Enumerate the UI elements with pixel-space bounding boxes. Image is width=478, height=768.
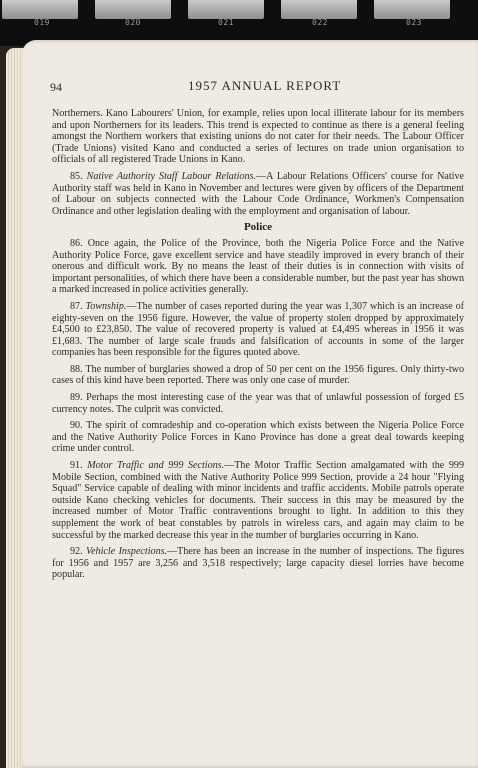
paragraph-number: 91. [70,460,83,472]
section-heading: Police [243,221,273,234]
frame-label: 023 [406,18,422,27]
paragraph-text: 88. The number of burglaries showed a drop of 50 per cent on the 1956 figures. Only thirty-two cases of this kind have been reported. There was only one case of murder. [52,363,464,387]
frame-label: 020 [125,18,141,27]
page-body [52,108,464,586]
film-frame [2,0,78,19]
paragraph [52,392,464,415]
paragraph [52,460,464,541]
paragraph-title: Township. [85,300,127,312]
paragraph-text: Northerners. Kano Labourers' Union, for example, relies upon local illiterate labour for its members and upon Northerners for its leaders. This trend is expected to continue as there is a general feeling amongst the Northern workers that existing unions do not cater for their needs. The Labour Officer (Trade Unions) visited Kano and conducted a series of lectures on trade union organisation to officials of all registered Trade Unions in Kano. [52,108,464,166]
paragraph-text: —The number of cases reported during the year was 1,307 which is an increase of eighty-seven on the 1956 figure. However, the value of property stolen dropped by approximately £4,500 to £23,850. The value of recovered property is valued at £4,495 whereas in 1956 it was £1,683. The number of large scale frauds and falsification of accounts in some of the larger companies has been responsible for the figures quoted above. [52,300,464,359]
paragraph [52,238,464,296]
page-number: 94 [50,80,62,94]
paragraph-number: 85. [70,170,83,182]
paragraph-title: Vehicle Inspections. [86,546,168,558]
paragraph-title: Motor Traffic and [87,460,164,472]
paragraph-text: 90. The spirit of comradeship and co-operation which exists between the Nigeria Police Force and the Native Authority Police Forces in Kano Province has done a great deal towards keeping crime under control. [52,420,464,455]
paragraph-title: Native Authority Staff Labour Relations. [86,170,256,182]
paragraph-number: 92. [70,546,83,558]
paragraph [52,301,464,359]
paragraph [52,364,464,387]
paragraph-text: —The Motor Traffic Section amalgamated with the 999 Mobile Section, combined with the Native Authority Police 999 Section, provide a 24 hour "Flying Squad" Service capable of dealing with minor incidents and traffic accidents. Mobile patrols operate outside Kano checking vehicles for documents. Their success in this may be measured by the increased number of Motor Traffic contraventions brought to light. In addition to this they supplement the work of beat constables by patrols in wireless cars, and again may claim to be successful by the marked decrease this year in the number of burglaries occurring in Kano. [52,460,464,541]
paragraph [52,546,464,581]
running-head: 1957 ANNUAL REPORT [188,78,342,93]
paragraph-text: —A Labour Relations Officers' course for Native Authority staff was held in Kano in November and lectures were given by officers of the Department of Labour on subjects connected with the Labour Code Ordinance, Workmen's Compensation Ordinance and other legislation dealing with the employment and organisation of labour. [52,170,464,217]
frame-label: 019 [34,18,50,27]
film-frame [95,0,171,19]
paragraph-number: 87. [70,300,83,312]
paragraph-text: —There has been an increase in the number of inspections. The figures for 1956 and 1957 are 3,256 and 3,518 respectively; large capacity diesel lorries have become popular. [52,546,464,581]
paragraph-text: 86. Once again, the Police of the Province, both the Nigeria Police Force and the Native Authority Police Force, gave excellent service and have steadily improved in every branch of their onerous and difficult work. By no means the least of their duties is in connection with visits of important personalities, of which there have been a considerable number, but the past year has shown a marked increased in police activities generally. [52,237,464,296]
film-frame [281,0,357,19]
paragraph-text: 89. Perhaps the most interesting case of the year was that of unlawful possession of forged £5 currency notes. The culprit was convicted. [52,392,464,415]
film-frame [374,0,450,19]
paragraph [52,420,464,455]
paragraph [52,171,464,217]
paragraph-title: 999 Sections. [168,460,225,472]
frame-label: 021 [218,18,234,27]
film-frame [188,0,264,19]
frame-label: 022 [312,18,328,27]
paragraph [52,108,464,166]
